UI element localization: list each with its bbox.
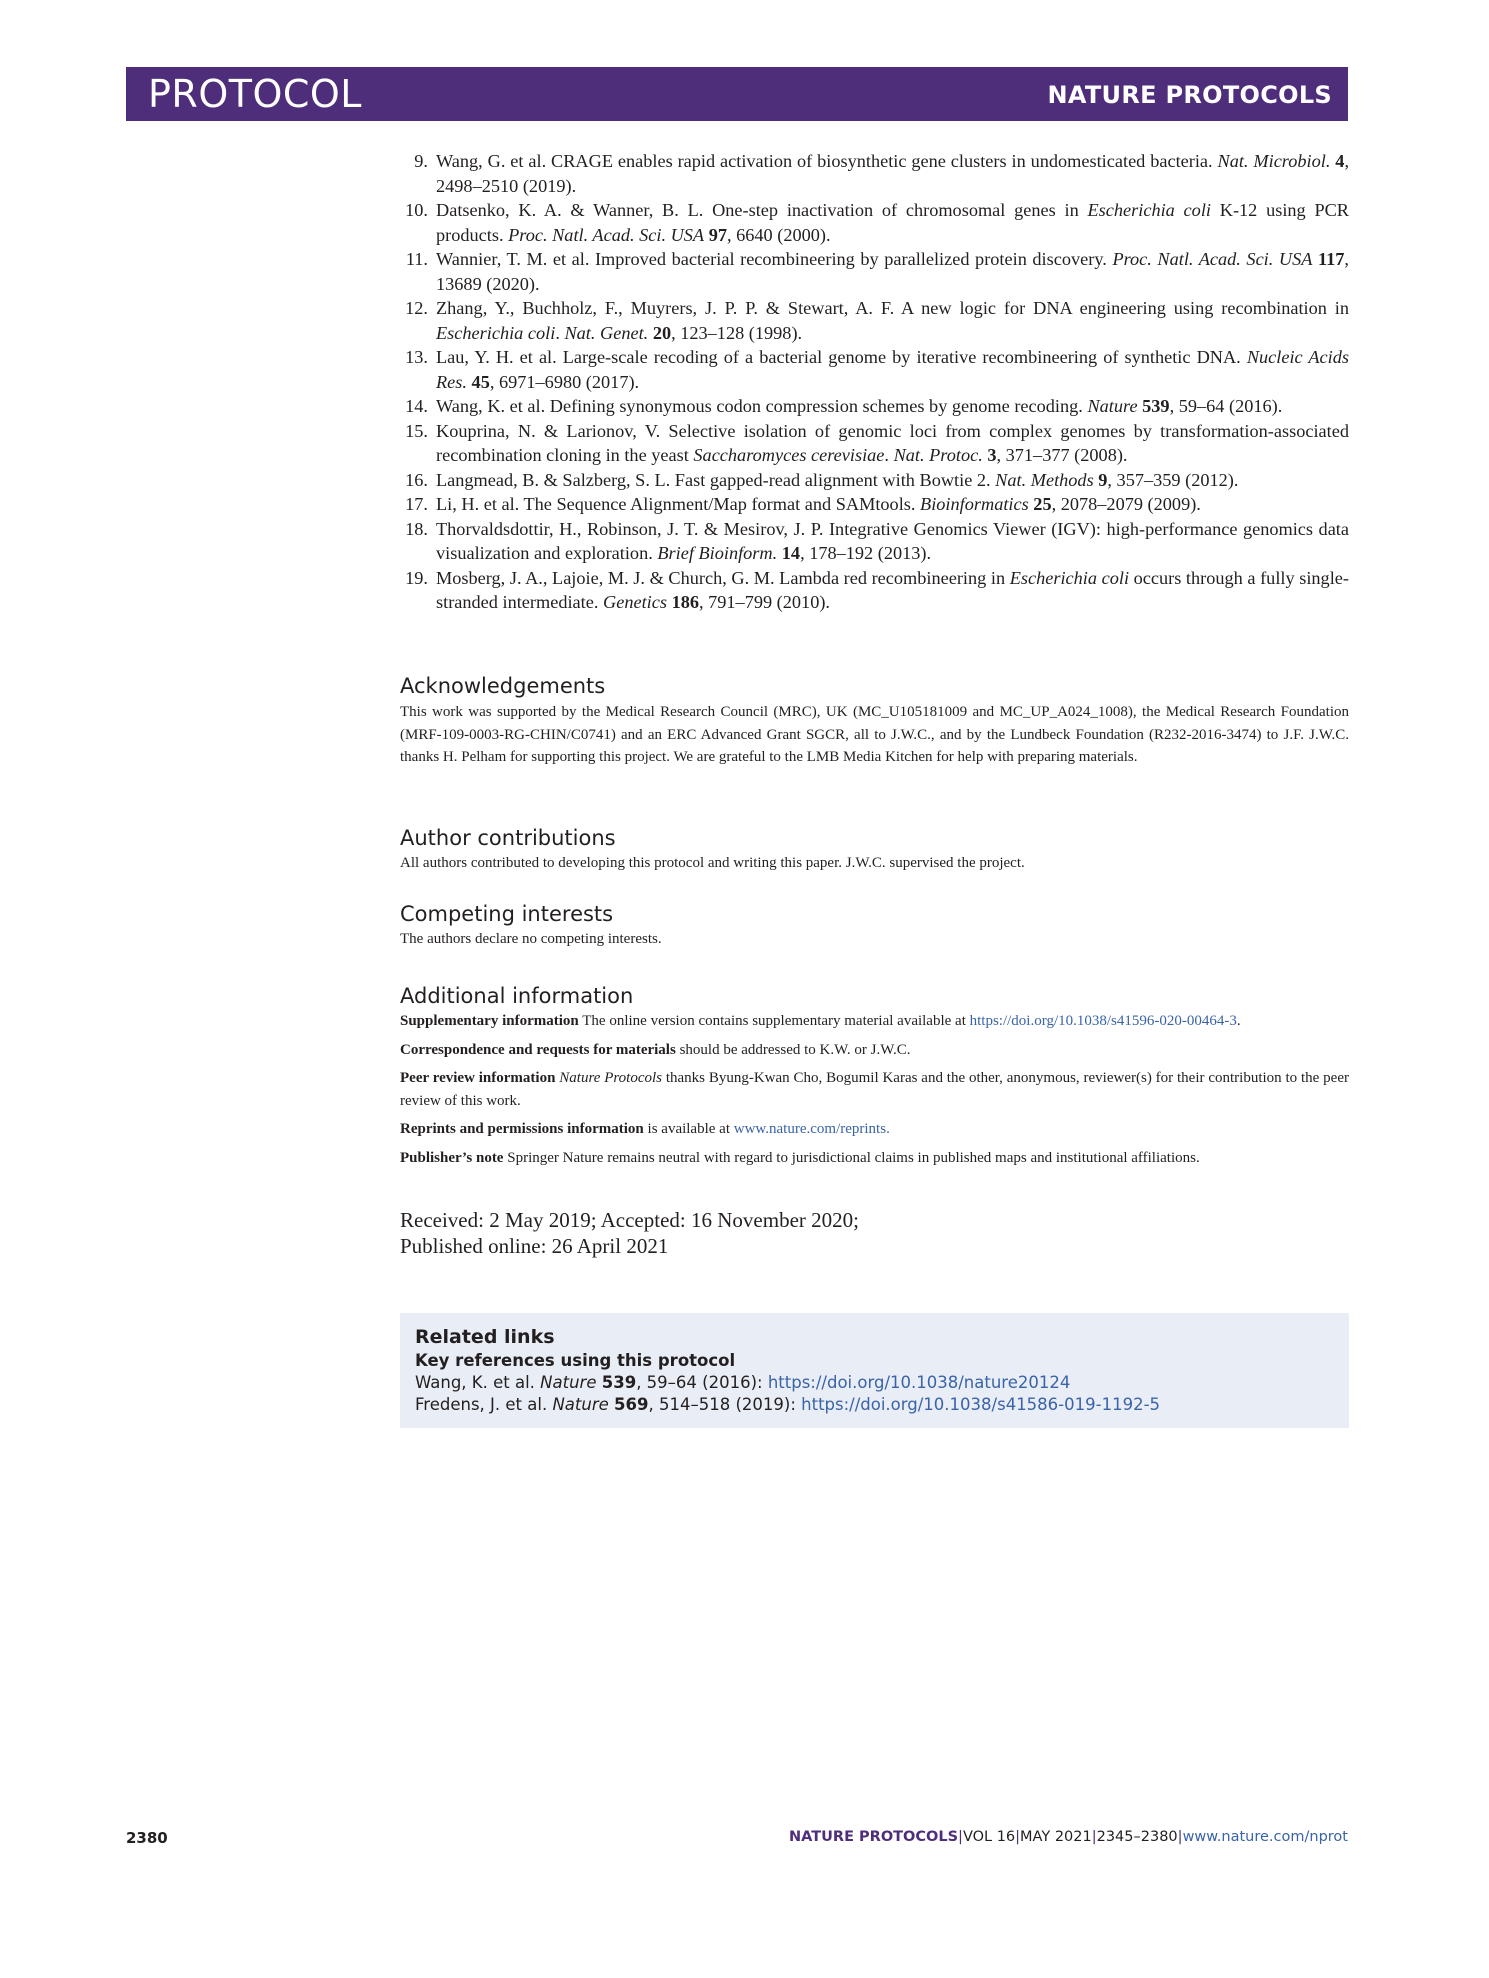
- reference-text: Kouprina, N. & Larionov, V. Selective isolation of genomic loci from complex genomes by transformation-associated recombination cloning in the yeast Saccharomyces cerevisiae. Nat. Protoc. 3, 371–377 (2008).: [436, 420, 1349, 465]
- footer-separator: |: [1091, 1829, 1097, 1845]
- footer-separator: |: [1177, 1829, 1183, 1845]
- peer-review-text: thanks Byung-Kwan Cho, Bogumil Karas and the other, anonymous, reviewer(s) for their contribution to the peer review of this work.: [400, 1070, 1349, 1109]
- acknowledgements-heading: Acknowledgements: [400, 674, 606, 698]
- related-link-authors: Wang, K. et al.: [415, 1373, 541, 1392]
- author-contributions-text: All authors contributed to developing this protocol and writing this paper. J.W.C. supervised the project.: [400, 855, 1025, 871]
- reference-number: 9.: [414, 151, 428, 171]
- reference-text: Lau, Y. H. et al. Large-scale recoding of a bacterial genome by iterative recombineering of synthetic DNA. Nucleic Acids Res. 45, 6971–6980 (2017).: [436, 347, 1349, 392]
- related-link-journal: Nature: [540, 1373, 597, 1392]
- peer-review-info: [400, 1067, 1349, 1112]
- reference-item: [400, 296, 1349, 345]
- footer-pages: 2345–2380: [1096, 1829, 1178, 1845]
- reference-number: 10.: [405, 200, 428, 220]
- reference-text: Mosberg, J. A., Lajoie, M. J. & Church, G. M. Lambda red recombineering in Escherichia coli occurs through a fully single-stranded intermediate. Genetics 186, 791–799 (2010).: [436, 567, 1349, 612]
- reference-list: [400, 149, 1349, 615]
- reference-item: [400, 149, 1349, 198]
- related-link-authors: Fredens, J. et al.: [415, 1395, 553, 1414]
- supplementary-info: Supplementary information The online version contains supplementary material available at https://doi.org/10.1038/s41596-020-00464-3.: [400, 1013, 1241, 1029]
- related-link-pages: , 59–64 (2016):: [636, 1373, 768, 1392]
- related-link-volume: 569: [614, 1395, 649, 1414]
- reference-number: 17.: [405, 494, 428, 514]
- reference-item: [400, 468, 1349, 493]
- reprints-link[interactable]: www.nature.com/reprints.: [733, 1121, 890, 1137]
- reference-text: Langmead, B. & Salzberg, S. L. Fast gapped-read alignment with Bowtie 2. Nat. Methods 9, 357–359 (2012).: [436, 469, 1239, 490]
- reference-number: 14.: [405, 396, 428, 416]
- related-link-item: [415, 1394, 1160, 1416]
- reference-text: Li, H. et al. The Sequence Alignment/Map format and SAMtools. Bioinformatics 25, 2078–2079 (2009).: [436, 494, 1201, 514]
- footer-volume: VOL 16: [962, 1829, 1016, 1845]
- reference-item: [400, 517, 1349, 566]
- reference-number: 11.: [405, 249, 428, 269]
- footer-journal-url[interactable]: www.nature.com/nprot: [1182, 1829, 1348, 1845]
- author-contributions-heading: Author contributions: [400, 826, 616, 850]
- publisher-text: Springer Nature remains neutral with regard to jurisdictional claims in published maps and institutional affiliations.: [507, 1149, 1200, 1166]
- footer-citation: [789, 1829, 1348, 1845]
- article-dates: [400, 1207, 859, 1259]
- journal-name: NATURE PROTOCOLS: [1047, 81, 1332, 109]
- reference-text: Wang, G. et al. CRAGE enables rapid activation of biosynthetic gene clusters in undomesticated bacteria. Nat. Microbiol. 4, 2498–2510 (2019).: [436, 151, 1350, 196]
- related-links-subheading: Key references using this protocol: [415, 1351, 736, 1370]
- received-accepted-dates: Received: 2 May 2019; Accepted: 16 November 2020;: [400, 1208, 859, 1232]
- reprints-label: Reprints and permissions information: [400, 1121, 644, 1137]
- competing-interests-text: The authors declare no competing interests.: [400, 931, 662, 947]
- reference-item: [400, 492, 1349, 517]
- related-link-volume: 539: [601, 1373, 637, 1392]
- reference-text: Zhang, Y., Buchholz, F., Muyrers, J. P. P. & Stewart, A. F. A new logic for DNA engineering using recombination in Escherichia coli. Nat. Genet. 20, 123–128 (1998).: [436, 298, 1349, 343]
- reference-number: 18.: [405, 518, 428, 539]
- reference-text: Datsenko, K. A. & Wanner, B. L. One-step inactivation of chromosomal genes in Escherichia coli K-12 using PCR products. Proc. Natl. Acad. Sci. USA 97, 6640 (2000).: [436, 200, 1349, 245]
- reprints-info: [400, 1118, 1349, 1141]
- footer-separator: |: [1015, 1829, 1021, 1845]
- acknowledgements-text: This work was supported by the Medical Research Council (MRC), UK (MC_U105181009 and MC_UP_A024_1008), the Medical Research Foundation (MRF-109-0003-RG-CHIN/C0741) and an ERC Advanced Grant SGCR, all to J.W.C., and by the Lundbeck Foundation (R232-2016-3474) to J.F. J.W.C. thanks H. Pelham for supporting this project. We are grateful to the LMB Media Kitchen for help with preparing materials.: [400, 704, 1349, 765]
- related-links-box: [400, 1313, 1349, 1428]
- reference-item: [400, 394, 1349, 419]
- header-banner: [126, 67, 1348, 121]
- related-link-pages: , 514–518 (2019):: [648, 1395, 802, 1414]
- reference-item: [400, 419, 1349, 468]
- related-link-journal: Nature: [552, 1395, 609, 1414]
- peer-review-label: Peer review information: [400, 1070, 556, 1086]
- additional-information-block: [400, 1010, 1349, 1175]
- reference-number: 15.: [405, 420, 428, 441]
- competing-interests-heading: Competing interests: [400, 902, 614, 926]
- reprints-text: is available at: [647, 1121, 730, 1137]
- additional-information-heading: Additional information: [400, 984, 634, 1008]
- related-link-item: [415, 1372, 1070, 1394]
- reference-number: 19.: [405, 567, 428, 588]
- reference-text: Thorvaldsdottir, H., Robinson, J. T. & Mesirov, J. P. Integrative Genomics Viewer (IGV): high-performance genomics data visualization and exploration. Brief Bioinform. 14, 178–192 (2013).: [436, 518, 1349, 563]
- article-type-label: PROTOCOL: [148, 72, 362, 116]
- reference-number: 16.: [405, 469, 428, 490]
- reference-number: 12.: [405, 298, 428, 318]
- reference-item: [400, 345, 1349, 394]
- footer-separator: |: [958, 1829, 963, 1845]
- supplementary-text: The online version contains supplementary material available at: [582, 1013, 966, 1029]
- correspondence-info: [400, 1039, 1349, 1062]
- publisher-note: [400, 1147, 1349, 1170]
- related-link-url[interactable]: https://doi.org/10.1038/nature20124: [767, 1373, 1071, 1392]
- related-link-url[interactable]: https://doi.org/10.1038/s41586-019-1192-5: [801, 1395, 1161, 1414]
- footer-date: MAY 2021: [1020, 1829, 1092, 1845]
- correspondence-text: should be addressed to K.W. or J.W.C.: [679, 1041, 911, 1058]
- peer-review-journal: Nature Protocols: [559, 1070, 662, 1086]
- publisher-label: Publisher’s note: [400, 1149, 504, 1166]
- reference-text: Wannier, T. M. et al. Improved bacterial recombineering by parallelized protein discovery. Proc. Natl. Acad. Sci. USA 117, 13689 (2020).: [436, 249, 1349, 294]
- footer-journal: NATURE PROTOCOLS: [789, 1829, 959, 1845]
- reference-item: [400, 198, 1349, 247]
- reference-item: [400, 566, 1349, 615]
- related-links-heading: Related links: [415, 1326, 555, 1348]
- correspondence-label: Correspondence and requests for materials: [400, 1041, 676, 1058]
- reference-item: [400, 247, 1349, 296]
- reference-text: Wang, K. et al. Defining synonymous codon compression schemes by genome recoding. Nature 539, 59–64 (2016).: [436, 396, 1283, 416]
- page-number: 2380: [126, 1829, 168, 1847]
- supplementary-label: Supplementary information: [400, 1013, 579, 1029]
- supplementary-link[interactable]: https://doi.org/10.1038/s41596-020-00464-3: [969, 1013, 1237, 1029]
- reference-number: 13.: [405, 347, 428, 367]
- published-date: Published online: 26 April 2021: [400, 1234, 669, 1258]
